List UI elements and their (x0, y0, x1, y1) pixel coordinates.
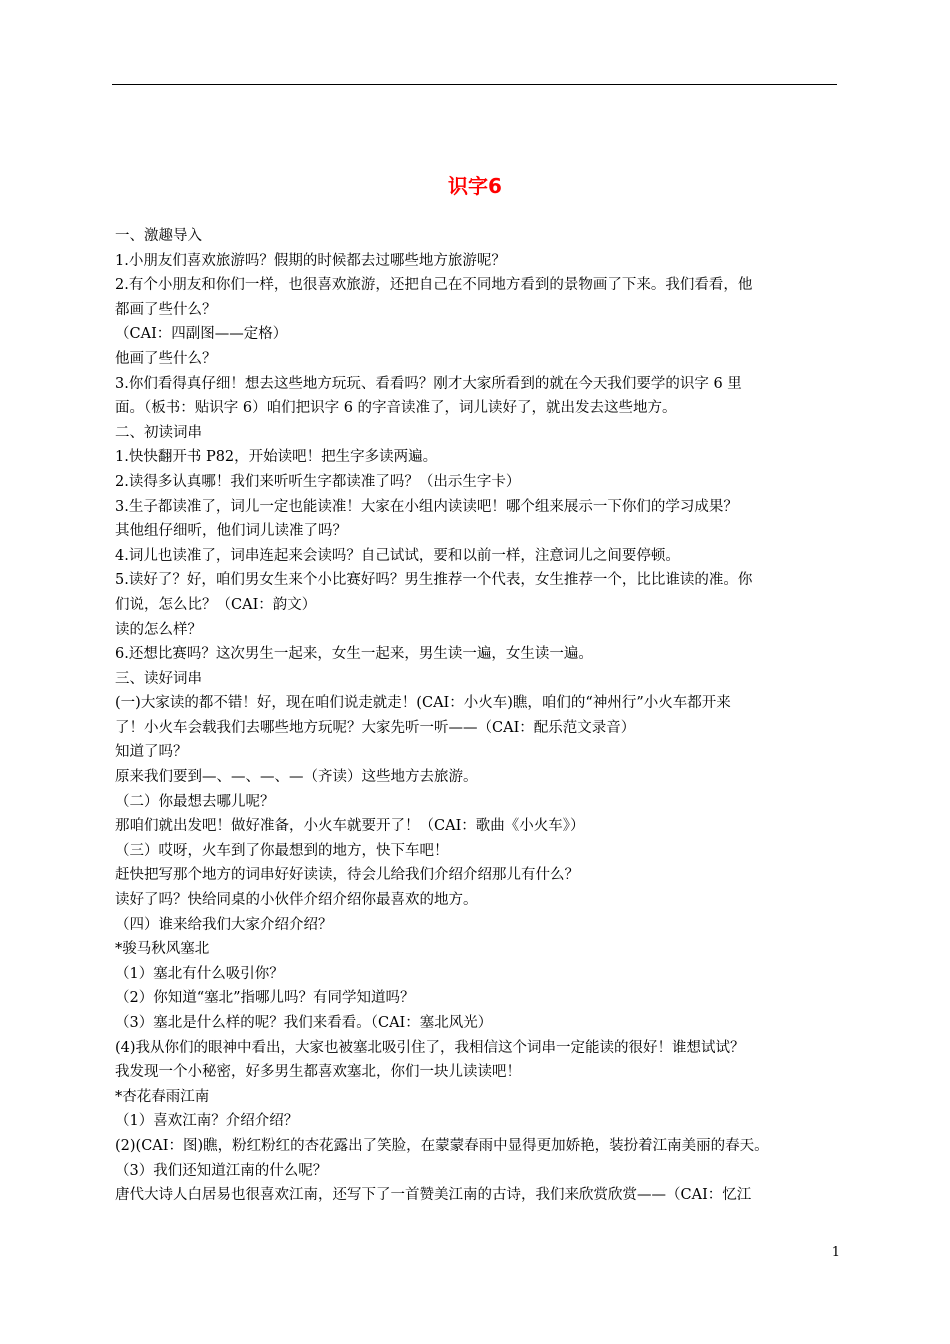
text-line: 我发现一个小秘密，好多男生都喜欢塞北，你们一块儿读读吧！ (115, 1064, 521, 1081)
text-line: 了！小火车会载我们去哪些地方玩呢？大家先听一听——（CAI：配乐范文录音） (115, 719, 636, 736)
text-line: 他画了些什么？ (115, 350, 217, 367)
text-line: 一、激趣导入 (115, 228, 202, 244)
text-line: 都画了些什么？ (115, 301, 217, 318)
text-line: 3.你们看得真仔细！想去这些地方玩玩、看看吗？刚才大家所看到的就在今天我们要学的识字 6 里 (115, 375, 742, 392)
text-line: 1.快快翻开书 P82，开始读吧！把生字多读两遍。 (115, 449, 438, 466)
text-line: 赶快把写那个地方的词串好好读读，待会儿给我们介绍介绍那儿有什么？ (115, 867, 579, 884)
text-line: 1.小朋友们喜欢旅游吗？假期的时候都去过哪些地方旅游呢？ (115, 252, 506, 269)
text-line: 6.还想比赛吗？这次男生一起来，女生一起来，男生读一遍，女生读一遍。 (115, 646, 593, 663)
page-title: 识字6 (448, 174, 502, 198)
text-line: 3.生子都读准了，词儿一定也能读准！大家在小组内读读吧！哪个组来展示一下你们的学习成果？ (115, 498, 738, 515)
text-line: （CAI：四副图——定格） (115, 326, 288, 343)
text-line: 4.词儿也读准了，词串连起来会读吗？自己试试，要和以前一样，注意词儿之间要停顿。 (115, 547, 680, 564)
text-line: （1）塞北有什么吸引你？ (115, 965, 284, 982)
text-line: 知道了吗？ (115, 744, 188, 761)
text-line: 面。（板书：贴识字 6）咱们把识字 6 的字音读准了，词儿读好了，就出发去这些地方。 (115, 400, 677, 417)
text-line: （3）塞北是什么样的呢？我们来看看。（CAI：塞北风光） (115, 1015, 493, 1031)
text-line: 二、初读词串 (115, 424, 202, 441)
text-line: 2.有个小朋友和你们一样，也很喜欢旅游，还把自己在不同地方看到的景物画了下来。我们看看，他 (115, 277, 753, 294)
text-line: 5.读好了？好，咱们男女生来个小比赛好吗？男生推荐一个代表，女生推荐一个，比比谁读的准。你 (115, 572, 753, 589)
text-line: *骏马秋风塞北 (115, 941, 210, 958)
text-line: 其他组仔细听，他们词儿读准了吗？ (115, 523, 347, 540)
text-line: 那咱们就出发吧！做好准备，小火车就要开了！（CAI：歌曲《小火车》） (115, 818, 585, 835)
text-line: 唐代大诗人白居易也很喜欢江南，还写下了一首赞美江南的古诗，我们来欣赏欣赏——（CAI：忆江 (115, 1187, 752, 1204)
page-number: 1 (831, 1245, 840, 1260)
text-line: (2)(CAI：图)瞧，粉红粉红的杏花露出了笑脸，在蒙蒙春雨中显得更加娇艳，装扮着江南美丽的春天。 (115, 1137, 769, 1154)
text-line: *杏花春雨江南 (115, 1088, 210, 1105)
text-line: （3）我们还知道江南的什么呢？ (115, 1162, 328, 1179)
text-line: 2.读得多认真哪！我们来听听生字都读准了吗？（出示生字卡） (115, 473, 521, 490)
text-line: （四）谁来给我们大家介绍介绍？ (115, 916, 333, 933)
text-line: (一)大家读的都不错！好，现在咱们说走就走！(CAI：小火车)瞧，咱们的“神州行”小火车都开来 (115, 695, 731, 712)
body-text (115, 224, 845, 1208)
header-rule (112, 84, 837, 85)
text-line: 读好了吗？快给同桌的小伙伴介绍介绍你最喜欢的地方。 (115, 892, 478, 909)
text-line: （二）你最想去哪儿呢？ (115, 793, 275, 810)
text-line: （三）哎呀，火车到了你最想到的地方，快下车吧！ (115, 842, 449, 859)
text-line: （1）喜欢江南？介绍介绍？ (115, 1113, 299, 1130)
text-line: 读的怎么样？ (115, 621, 202, 638)
text-line: (4)我从你们的眼神中看出，大家也被塞北吸引住了，我相信这个词串一定能读的很好！谁想试试？ (115, 1039, 745, 1056)
text-line: 原来我们要到—、—、—、—（齐读）这些地方去旅游。 (115, 769, 478, 786)
text-line: 三、读好词串 (115, 670, 202, 687)
text-line: 们说，怎么比？（CAI：韵文） (115, 596, 317, 613)
text-line: （2）你知道“塞北”指哪儿吗？有同学知道吗？ (115, 990, 415, 1007)
